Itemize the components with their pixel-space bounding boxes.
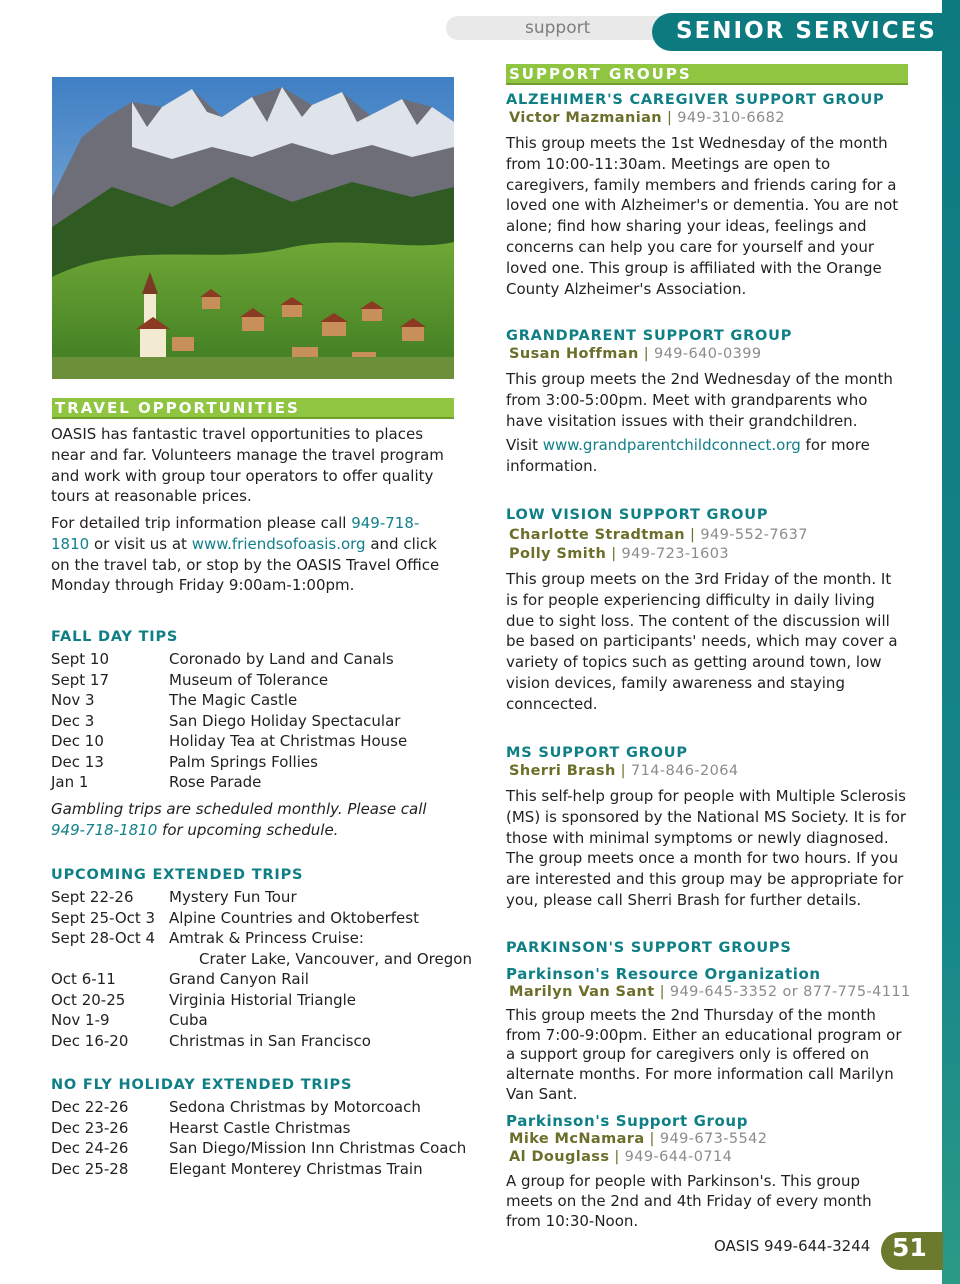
grandparent-body: This group meets the 2nd Wednesday of the month from 3:00-5:00pm. Meet with grandparents who have visitation issues with their grandchildren. [506, 370, 893, 430]
contact-name: Polly Smith [509, 546, 607, 562]
parkinsons-org1-body: This group meets the 2nd Thursday of the month from 7:00-9:00pm. Either an educational program or a support group for caregivers only is offered on alternate months. For more information call Marilyn Van Sant. [506, 1006, 902, 1103]
contact-separator: | [644, 1131, 660, 1147]
trip-date: Oct 6-11 [51, 970, 116, 988]
trip-date: Dec 10 [51, 732, 104, 750]
trip-name: Coronado by Land and Canals [169, 650, 394, 668]
trip-name: Elegant Monterey Christmas Train [169, 1159, 423, 1178]
parkinsons-group-title: PARKINSON'S SUPPORT GROUPS [506, 940, 792, 956]
table-row [51, 752, 407, 773]
visit-text: Visit [506, 436, 543, 454]
contact-phone[interactable]: 949-552-7637 [700, 527, 808, 543]
contact-name: Mike McNamara [509, 1131, 645, 1147]
table-row [51, 990, 472, 1011]
trip-name: Museum of Tolerance [169, 670, 329, 689]
right-edge-bar [942, 0, 960, 1284]
trip-name: Sedona Christmas by Motorcoach [169, 1098, 421, 1116]
support-groups-heading: SUPPORT GROUPS [506, 64, 908, 85]
no-fly-trips-heading: NO FLY HOLIDAY EXTENDED TRIPS [51, 1077, 353, 1093]
table-row [51, 1031, 472, 1052]
table-row [51, 1097, 466, 1118]
parkinsons-org2-body: A group for people with Parkinson's. This group meets on the 2nd and 4th Friday of every month from 10:30-Noon. [506, 1172, 872, 1230]
contact-name: Victor Mazmanian [509, 110, 662, 126]
trip-name: Mystery Fun Tour [169, 888, 297, 906]
parkinsons-org2-title: Parkinson's Support Group [506, 1112, 749, 1130]
table-row [51, 1118, 466, 1139]
parkinsons-org1-title: Parkinson's Resource Organization [506, 965, 821, 983]
alpine-village-photo [52, 77, 454, 379]
fall-day-trips-table [51, 649, 407, 793]
no-fly-trips-table [51, 1097, 466, 1179]
table-row [51, 649, 407, 670]
low-vision-body: This group meets on the 3rd Friday of the month. It is for people experiencing difficulty in daily living due to sight loss. The content of the discussion will be based on participants' needs, which may cover a variety of topics such as getting around town, low vision devices, family awareness and staying conncected. [506, 570, 898, 713]
trip-name: Holiday Tea at Christmas House [169, 732, 408, 750]
contact-separator: | [609, 1149, 625, 1165]
trip-name: Cuba [169, 1011, 208, 1029]
table-row [51, 969, 472, 990]
trip-name: Amtrak & Princess Cruise: [169, 929, 364, 947]
ms-contact [509, 763, 739, 779]
contact-phone[interactable]: 949-645-3352 or 877-775-4111 [669, 984, 911, 1000]
travel-detail [51, 513, 455, 596]
trip-date: Sept 25-Oct 3 [51, 908, 156, 927]
page-number: 51 [892, 1233, 927, 1262]
contact-phone[interactable]: 949-644-0714 [624, 1149, 733, 1165]
table-row [51, 711, 407, 732]
trip-date: Dec 22-26 [51, 1098, 129, 1116]
table-row [51, 928, 472, 949]
visit-text: for more information. [506, 436, 870, 475]
trip-name: Crater Lake, Vancouver, and Oregon [199, 949, 472, 968]
trip-date: Sept 10 [51, 650, 110, 668]
grandparent-group-title: GRANDPARENT SUPPORT GROUP [506, 328, 793, 344]
grandparent-contact [509, 346, 762, 362]
trip-name: Rose Parade [169, 773, 262, 791]
extended-trips-heading: UPCOMING EXTENDED TRIPS [51, 867, 304, 883]
page-title: SENIOR SERVICES [676, 18, 937, 44]
trip-date: Dec 16-20 [51, 1031, 129, 1050]
table-row [51, 772, 407, 793]
contact-name: Marilyn Van Sant [509, 984, 655, 1000]
table-row [51, 1159, 466, 1180]
travel-website-link[interactable]: www.friendsofoasis.org [191, 534, 366, 553]
trip-name: San Diego Holiday Spectacular [169, 711, 401, 730]
trip-name: San Diego/Mission Inn Christmas Coach [169, 1139, 467, 1157]
table-row [51, 670, 407, 691]
trip-date: Sept 28-Oct 4 [51, 929, 156, 947]
contact-phone[interactable]: 949-310-6682 [677, 110, 785, 126]
fall-day-trips-heading: FALL DAY TIPS [51, 629, 179, 645]
low-vision-contact-2 [509, 546, 729, 562]
trip-date: Jan 1 [51, 773, 89, 791]
gambling-phone-link[interactable]: 949-718-1810 [51, 820, 158, 839]
table-row [51, 731, 407, 752]
table-row [51, 1138, 466, 1159]
ms-body: This self-help group for people with Multiple Sclerosis (MS) is sponsored by the National MS Society. It is for those with minimal symptoms or newly diagnosed. The group meets once a month for two hours. If you are interested and this group may be appropriate for you, please call Sherri Brash for further details. [506, 787, 907, 909]
trip-name: Grand Canyon Rail [169, 970, 309, 988]
contact-name: Sherri Brash [509, 763, 616, 779]
alzheimers-contact [509, 110, 785, 126]
gambling-note-text: Gambling trips are scheduled monthly. Please call [51, 800, 427, 818]
contact-separator: | [615, 763, 631, 779]
extended-trips-table [51, 887, 472, 1051]
trip-name: Virginia Historial Triangle [169, 990, 357, 1009]
contact-name: Susan Hoffman [509, 346, 639, 362]
grandparent-visit [506, 435, 906, 477]
contact-separator: | [661, 110, 678, 126]
travel-intro: OASIS has fantastic travel opportunities to places near and far. Volunteers manage the travel program and work with group tour operators to offer quality tours at reasonable prices. [51, 425, 444, 506]
trip-date: Nov 1-9 [51, 1011, 110, 1029]
trip-date: Oct 20-25 [51, 990, 126, 1009]
contact-separator: | [606, 546, 622, 562]
contact-separator: | [685, 527, 701, 543]
contact-name: Charlotte Stradtman [509, 527, 686, 543]
parkinsons-org2-contact-2 [509, 1149, 732, 1165]
header-section-label: support [525, 18, 591, 38]
table-row [51, 690, 407, 711]
gambling-note-text: for upcoming schedule. [157, 820, 339, 839]
alzheimers-body: This group meets the 1st Wednesday of the month from 10:00-11:30am. Meetings are open to caregivers, family members and friends caring for a loved one with Alzheimer's or dementia. You are not alone; find how sharing your ideas, feelings and concerns can help you care for yourself and your loved one. This group is affiliated with the Orange County Alzheimer's Association. [506, 134, 899, 298]
alzheimers-group-title: ALZEHIMER'S CAREGIVER SUPPORT GROUP [506, 92, 885, 108]
travel-heading: TRAVEL OPPORTUNITIES [52, 398, 454, 419]
travel-detail-text: For detailed trip information please call [51, 514, 352, 532]
trip-name: The Magic Castle [169, 691, 298, 709]
gambling-note [51, 799, 451, 841]
low-vision-contact-1 [509, 527, 808, 543]
trip-date: Nov 3 [51, 691, 95, 709]
grandparent-website-link[interactable]: www.grandparentchildconnect.org [542, 436, 801, 454]
table-row [51, 887, 472, 908]
trip-name: Hearst Castle Christmas [169, 1118, 351, 1137]
trip-name: Christmas in San Francisco [169, 1031, 371, 1050]
table-row [51, 908, 472, 929]
trip-date: Dec 13 [51, 752, 104, 771]
trip-date [51, 949, 169, 970]
trip-date: Dec 23-26 [51, 1118, 129, 1137]
travel-phone-link[interactable]: 949-718-1810 [51, 514, 420, 553]
low-vision-group-title: LOW VISION SUPPORT GROUP [506, 507, 769, 523]
trip-date: Dec 3 [51, 711, 95, 730]
table-row [51, 949, 472, 970]
travel-detail-text: and click on the travel tab, or stop by the OASIS Travel Office Monday through Friday 9:00am-1:00pm. [51, 534, 440, 595]
contact-separator: | [654, 984, 670, 1000]
trip-date: Sept 22-26 [51, 888, 134, 906]
contact-separator: | [638, 346, 654, 362]
trip-date: Dec 24-26 [51, 1139, 129, 1157]
contact-phone[interactable]: 949-640-0399 [654, 346, 762, 362]
travel-detail-text: or visit us at [89, 534, 192, 553]
trip-name: Palm Springs Follies [169, 752, 318, 771]
trip-date: Dec 25-28 [51, 1159, 129, 1178]
contact-phone[interactable]: 949-723-1603 [621, 546, 730, 562]
parkinsons-org1-contact [509, 984, 911, 1000]
footer-oasis-phone: OASIS 949-644-3244 [714, 1237, 871, 1255]
trip-name: Alpine Countries and Oktoberfest [169, 908, 419, 927]
contact-phone[interactable]: 949-673-5542 [659, 1131, 768, 1147]
trip-date: Sept 17 [51, 670, 110, 689]
ms-group-title: MS SUPPORT GROUP [506, 745, 688, 761]
parkinsons-org2-contact-1 [509, 1131, 767, 1147]
contact-phone[interactable]: 714-846-2064 [630, 763, 739, 779]
table-row [51, 1010, 472, 1031]
contact-name: Al Douglass [509, 1149, 610, 1165]
